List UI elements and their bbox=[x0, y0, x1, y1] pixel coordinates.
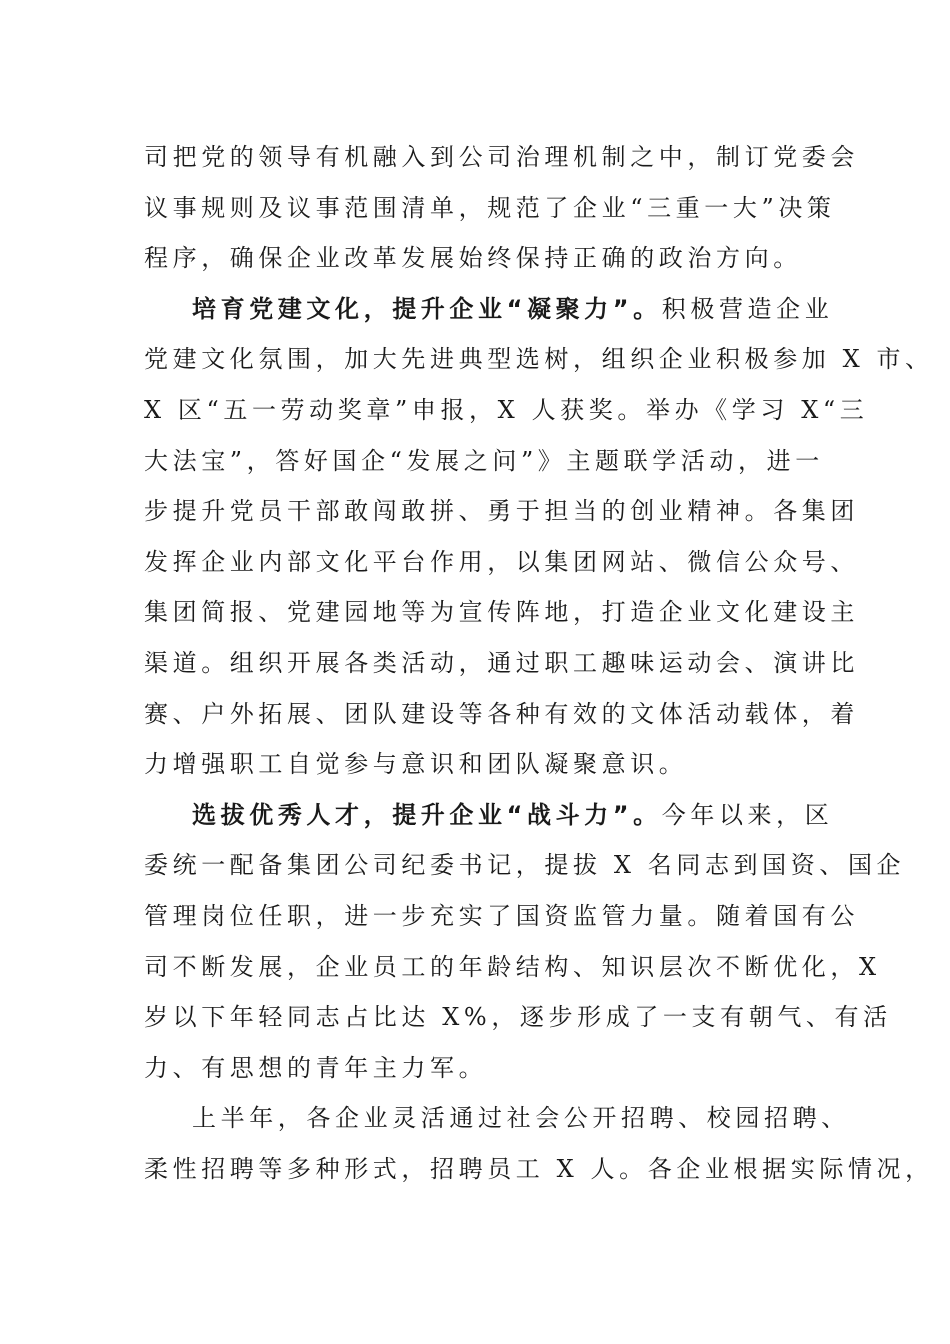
text-run: 积极营造企业 bbox=[661, 294, 834, 323]
text-line: 步提升党员干部敢闯敢拼、勇于担当的创业精神。各集团 bbox=[144, 497, 859, 526]
text-line: 大法宝”，答好国企“发展之问”》主题联学活动，进一 bbox=[144, 446, 824, 475]
paragraph-first-line bbox=[144, 790, 834, 841]
text-line: 赛、户外拓展、团队建设等各种有效的文体活动载体，着 bbox=[144, 699, 859, 728]
text-line: 程序，确保企业改革发展始终保持正确的政治方向。 bbox=[144, 244, 802, 273]
text-line: 集团简报、党建园地等为宣传阵地，打造企业文化建设主 bbox=[144, 598, 859, 627]
text-line: 柔性招聘等多种形式，招聘员工 X 人。各企业根据实际情况， bbox=[144, 1154, 934, 1183]
text-line: 党建文化氛围，加大先进典型选树，组织企业积极参加 X 市、 bbox=[144, 345, 934, 374]
text-line: 岁以下年轻同志占比达 X%，逐步形成了一支有朝气、有活 bbox=[144, 1003, 892, 1032]
text-line: 发挥企业内部文化平台作用，以集团网站、微信公众号、 bbox=[144, 547, 859, 576]
document-body bbox=[144, 132, 934, 1194]
paragraph-first-line bbox=[144, 284, 834, 335]
text-run: 今年以来，区 bbox=[661, 800, 834, 829]
paragraph-first-line: 上半年，各企业灵活通过社会公开招聘、校园招聘、 bbox=[192, 1104, 850, 1133]
text-line: 司把党的领导有机融入到公司治理机制之中，制订党委会 bbox=[144, 143, 859, 171]
text-line: 管理岗位任职，进一步充实了国资监管力量。随着国有公 bbox=[144, 901, 859, 930]
text-line: 司不断发展，企业员工的年龄结构、知识层次不断优化，X bbox=[144, 952, 881, 981]
text-line: 委统一配备集团公司纪委书记，提拔 X 名同志到国资、国企 bbox=[144, 851, 906, 880]
text-line: X 区“五一劳动奖章”申报，X 人获奖。举办《学习 X“三 bbox=[144, 395, 869, 424]
text-line: 力、有思想的青年主力军。 bbox=[144, 1053, 488, 1082]
paragraph-heading: 培育党建文化，提升企业“凝聚力”。 bbox=[192, 294, 662, 323]
text-line: 力增强职工自觉参与意识和团队凝聚意识。 bbox=[144, 750, 688, 779]
text-line: 渠道。组织开展各类活动，通过职工趣味运动会、演讲比 bbox=[144, 648, 859, 677]
text-line: 议事规则及议事范围清单，规范了企业“三重一大”决策 bbox=[144, 193, 836, 222]
paragraph-heading: 选拔优秀人才，提升企业“战斗力”。 bbox=[192, 800, 662, 829]
